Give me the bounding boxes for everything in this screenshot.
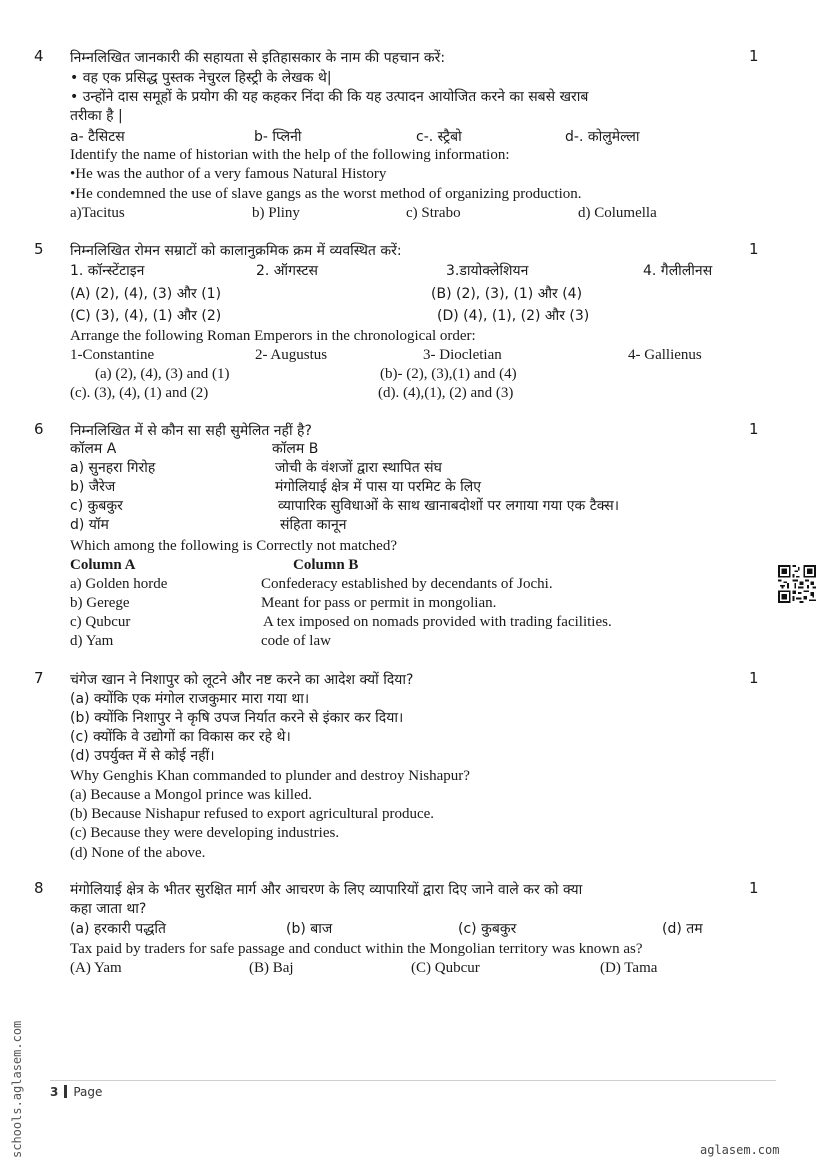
option-english: (b) Because Nishapur refused to export agricultural produce.	[70, 806, 435, 822]
option-english: (c). (3), (4), (1) and (2)	[70, 385, 209, 401]
question-number: 6	[34, 420, 44, 438]
match-right-hindi: जोची के वंशजों द्वारा स्थापित संघ	[275, 460, 442, 476]
item-english: 1-Constantine	[70, 347, 155, 363]
option-hindi: (B) (2), (3), (1) और (4)	[431, 286, 583, 302]
option-english: (a) Because a Mongol prince was killed.	[70, 787, 312, 803]
option-hindi: (c) कुबकुर	[458, 921, 517, 937]
column-header-english: Column A	[70, 557, 136, 573]
bullet-hindi: • उन्होंने दास समूहों के प्रयोग की यह कहकर निंदा की कि यह उत्पादन आयोजित करने का सबसे खराब	[70, 89, 589, 105]
option-hindi: c-. स्ट्रैबो	[416, 129, 462, 145]
option-english: (a) (2), (4), (3) and (1)	[95, 366, 230, 382]
option-english: c) Strabo	[406, 205, 461, 221]
qr-code-icon	[778, 565, 816, 603]
question-marks: 1	[749, 240, 759, 258]
question-number: 8	[34, 879, 44, 897]
item-hindi: 3.डायोक्लेशियन	[446, 263, 529, 279]
question-number: 4	[34, 47, 44, 65]
match-left-hindi: b) जैरेज	[70, 479, 116, 495]
match-right-hindi: संहिता कानून	[280, 517, 347, 533]
match-right-hindi: व्यापारिक सुविधाओं के साथ खानाबदोशों पर लगाया गया एक टैक्स।	[278, 498, 620, 514]
option-hindi: (a) क्योंकि एक मंगोल राजकुमार मारा गया था।	[70, 691, 310, 707]
option-english: (B) Baj	[249, 960, 294, 976]
column-header-hindi: कॉलम B	[272, 441, 319, 457]
question-marks: 1	[749, 879, 759, 897]
option-english: (c) Because they were developing industries.	[70, 825, 340, 841]
question-marks: 1	[749, 669, 759, 687]
item-english: 3- Diocletian	[423, 347, 502, 363]
question-stem-hindi: निम्नलिखित जानकारी की सहायता से इतिहासकार के नाम की पहचान करें:	[70, 50, 446, 66]
column-header-hindi: कॉलम A	[70, 441, 117, 457]
option-hindi: (b) बाज	[286, 921, 333, 937]
watermark-bottom: aglasem.com	[700, 1143, 780, 1157]
match-left-english: c) Qubcur	[70, 614, 131, 630]
question-stem-hindi: चंगेज खान ने निशापुर को लूटने और नष्ट करने का आदेश क्यों दिया?	[70, 672, 414, 688]
item-hindi: 1. कॉन्स्टेंटाइन	[70, 263, 145, 279]
question-stem-hindi: मंगोलियाई क्षेत्र के भीतर सुरक्षित मार्ग और आचरण के लिए व्यापारियों द्वारा दिए जाने वाले कर को क्या	[70, 882, 583, 898]
option-hindi: (D) (4), (1), (2) और (3)	[437, 308, 590, 324]
match-left-english: d) Yam	[70, 633, 114, 649]
option-english: (D) Tama	[600, 960, 658, 976]
match-right-hindi: मंगोलियाई क्षेत्र में पास या परमिट के लिए	[275, 479, 482, 495]
match-right-english: code of law	[261, 633, 331, 649]
option-hindi: (d) उपर्युक्त में से कोई नहीं।	[70, 748, 215, 764]
match-right-english: Meant for pass or permit in mongolian.	[261, 595, 497, 611]
option-hindi: b- प्लिनी	[254, 129, 302, 145]
bullet-english: •He was the author of a very famous Natural History	[70, 166, 387, 182]
option-english: (A) Yam	[70, 960, 122, 976]
column-header-english: Column B	[293, 557, 359, 573]
question-marks: 1	[749, 420, 759, 438]
question-stem-english: Identify the name of historian with the help of the following information:	[70, 147, 510, 163]
page-label: Page	[73, 1085, 103, 1099]
option-hindi: (C) (3), (4), (1) और (2)	[70, 308, 222, 324]
watermark-side: schools.aglasem.com	[10, 1020, 24, 1158]
option-english: (b)- (2), (3),(1) and (4)	[380, 366, 517, 382]
bullet-english: •He condemned the use of slave gangs as the worst method of organizing production.	[70, 186, 582, 202]
option-english: a)Tacitus	[70, 205, 125, 221]
page-footer	[50, 1085, 102, 1099]
option-english: d) Columella	[578, 205, 657, 221]
match-left-hindi: d) यॉम	[70, 517, 109, 533]
bullet-hindi: • वह एक प्रसिद्ध पुस्तक नेचुरल हिस्ट्री के लेखक थे|	[70, 70, 332, 86]
option-hindi: (a) हरकारी पद्धति	[70, 921, 167, 937]
question-stem-hindi: निम्नलिखित में से कौन सा सही सुमेलित नहीं है?	[70, 423, 312, 439]
question-stem-hindi: निम्नलिखित रोमन सम्राटों को कालानुक्रमिक क्रम में व्यवस्थित करें:	[70, 243, 402, 259]
question-number: 7	[34, 669, 44, 687]
item-hindi: 2. ऑगस्टस	[256, 263, 318, 279]
option-hindi: (A) (2), (4), (3) और (1)	[70, 286, 222, 302]
match-right-english: A tex imposed on nomads provided with trading facilities.	[263, 614, 612, 630]
match-left-english: a) Golden horde	[70, 576, 168, 592]
match-left-hindi: c) कुबकुर	[70, 498, 123, 514]
question-stem-english: Tax paid by traders for safe passage and conduct within the Mongolian territory was known as?	[70, 941, 643, 957]
question-stem-english: Which among the following is Correctly not matched?	[70, 538, 397, 554]
page-number: 3	[50, 1085, 59, 1099]
match-left-hindi: a) सुनहरा गिरोह	[70, 460, 156, 476]
option-hindi: (c) क्योंकि वे उद्योगों का विकास कर रहे थे।	[70, 729, 291, 745]
match-left-english: b) Gerege	[70, 595, 130, 611]
match-right-english: Confederacy established by decendants of Jochi.	[261, 576, 553, 592]
question-marks: 1	[749, 47, 759, 65]
footer-divider	[50, 1080, 776, 1081]
question-number: 5	[34, 240, 44, 258]
option-english: (d) None of the above.	[70, 845, 206, 861]
question-stem-hindi-cont: कहा जाता था?	[70, 901, 147, 917]
bullet-hindi-cont: तरीका है |	[70, 108, 123, 124]
option-hindi: (d) तम	[662, 921, 703, 937]
option-hindi: d-. कोलुमेल्ला	[565, 129, 640, 145]
option-hindi: (b) क्योंकि निशापुर ने कृषि उपज निर्यात करने से इंकार कर दिया।	[70, 710, 404, 726]
option-english: (C) Qubcur	[411, 960, 480, 976]
question-stem-english: Why Genghis Khan commanded to plunder and destroy Nishapur?	[70, 768, 470, 784]
option-english: (d). (4),(1), (2) and (3)	[378, 385, 514, 401]
question-stem-english: Arrange the following Roman Emperors in the chronological order:	[70, 328, 476, 344]
item-english: 4- Gallienus	[628, 347, 702, 363]
option-hindi: a- टैसिटस	[70, 129, 125, 145]
footer-separator	[64, 1085, 67, 1098]
item-english: 2- Augustus	[255, 347, 328, 363]
option-english: b) Pliny	[252, 205, 300, 221]
item-hindi: 4. गैलीलीनस	[643, 263, 713, 279]
